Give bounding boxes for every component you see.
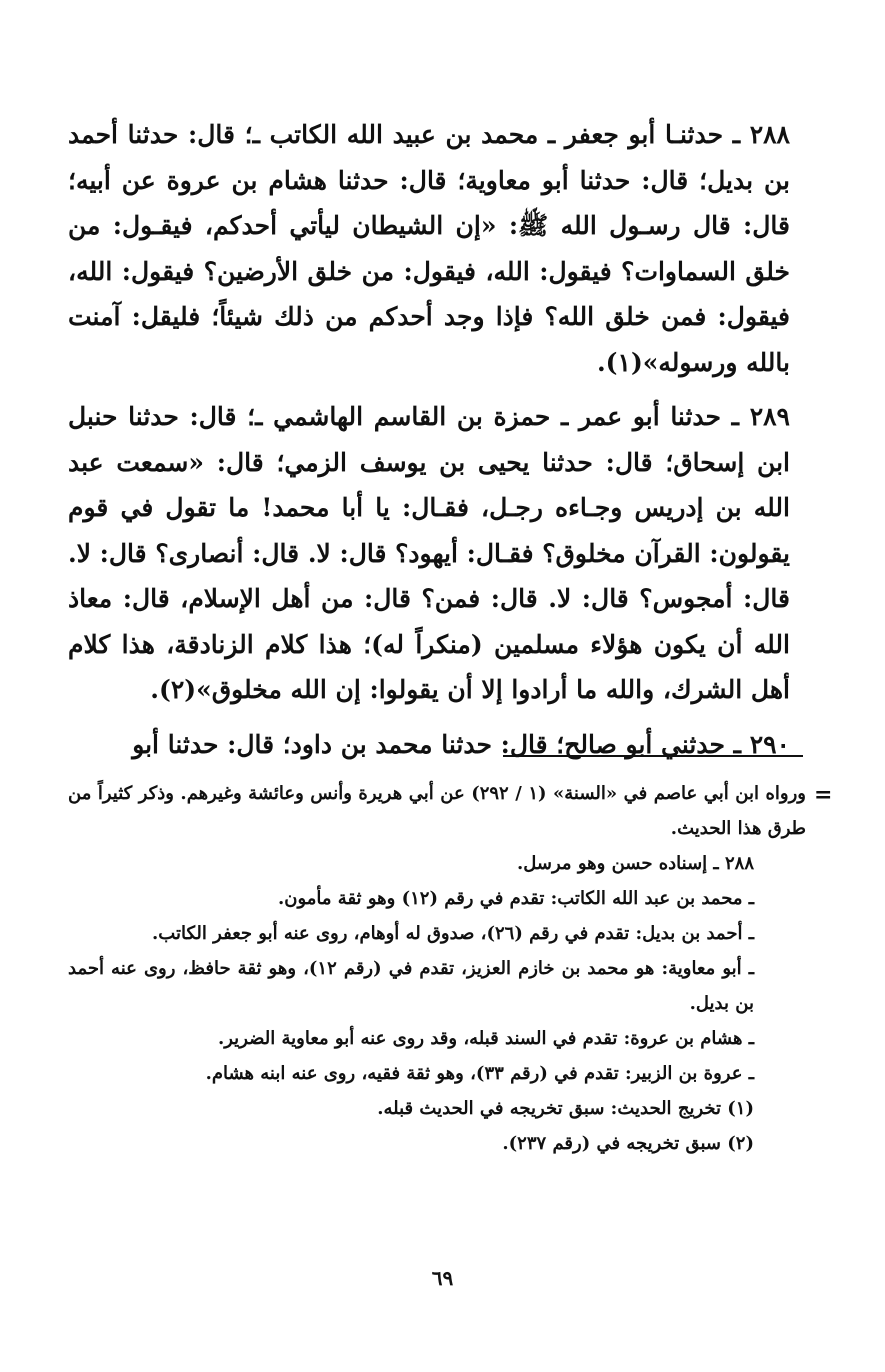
footnote-line: ـ أحمد بن بديل: تقدم في رقم (٢٦)، صدوق له أوهام، روى عنه أبو جعفر الكاتب.	[152, 923, 754, 944]
footnote-line: ـ أبو معاوية: هو محمد بن خازم العزيز، تقدم في (رقم ١٢)، وهو ثقة حافظ، روى عنه أحمد بن بديل.	[68, 958, 754, 1014]
page-number: ٦٩	[431, 1266, 454, 1290]
hadith-289: ٢٨٩ ـ حدثنا أبو عمر ـ حمزة بن القاسم الهاشمي ـ؛ قال: حدثنا حنبل ابن إسحاق؛ قال: حدثنا يحيى بن يوسف الزمي؛ قال: «سمعت عبد الله بن إدريس وجـاءه رجـل، فقـال: يا أبا محمد! ما تقول في قوم يقولون: القرآن مخلوق؟ فقـال: أيهود؟ قال: لا. قال: أنصارى؟ قال: لا. قال: أمجوس؟ قال: لا. قال: فمن؟ قال: من أهل الإسلام، قال: معاذ الله أن يكون هؤلاء مسلمين (منكراً له)؛ هذا كلام الزنادقة، هذا كلام أهل الشرك، والله ما أرادوا إلا أن يقولوا: إن الله مخلوق»(٢).	[68, 402, 790, 704]
footnote-1: (١) تخريج الحديث: سبق تخريجه في الحديث قبله.	[377, 1098, 754, 1119]
hadith-288: ٢٨٨ ـ حدثنـا أبو جعفر ـ محمد بن عبيد الله الكاتب ـ؛ قال: حدثنا أحمد بن بديل؛ قال: حدثنا أبو معاوية؛ قال: حدثنا هشام بن عروة عن أبيه؛ قال: قال رسـول الله ﷺ: «إن الشيطان ليأتي أحدكم، فيقـول: من خلق السماوات؟ فيقول: الله، فيقول: من خلق الأرضين؟ فيقول: الله، فيقول: فمن خلق الله؟ فإذا وجد أحدكم من ذلك شيئاً؛ فليقل: آمنت بالله ورسوله»(١).	[68, 120, 791, 377]
continuation-mark: =	[814, 782, 833, 808]
hadith-290: ٢٩٠ ـ حدثني أبو صالح؛ قال: حدثنا محمد بن داود؛ قال: حدثنا أبو	[132, 729, 790, 759]
footnote-line: ٢٨٨ ـ إسناده حسن وهو مرسل.	[517, 853, 754, 874]
footnote-separator	[503, 755, 803, 757]
footnote-line: ورواه ابن أبي عاصم في «السنة» (١ / ٢٩٢) عن أبي هريرة وأنس وعائشة وغيرهم. وذكر كثيراً من طرق هذا الحديث.	[68, 783, 806, 839]
main-text	[68, 112, 790, 776]
footnote-line: ـ عروة بن الزبير: تقدم في (رقم ٣٣)، وهو ثقة فقيه، روى عنه ابنه هشام.	[205, 1063, 754, 1084]
footnote-2: (٢) سبق تخريجه في (رقم ٢٣٧).	[502, 1133, 754, 1154]
footnote-line: ـ محمد بن عبد الله الكاتب: تقدم في رقم (١٢) وهو ثقة مأمون.	[277, 888, 754, 909]
footnotes	[68, 776, 806, 1161]
footnote-line: ـ هشام بن عروة: تقدم في السند قبله، وقد روى عنه أبو معاوية الضرير.	[217, 1028, 754, 1049]
